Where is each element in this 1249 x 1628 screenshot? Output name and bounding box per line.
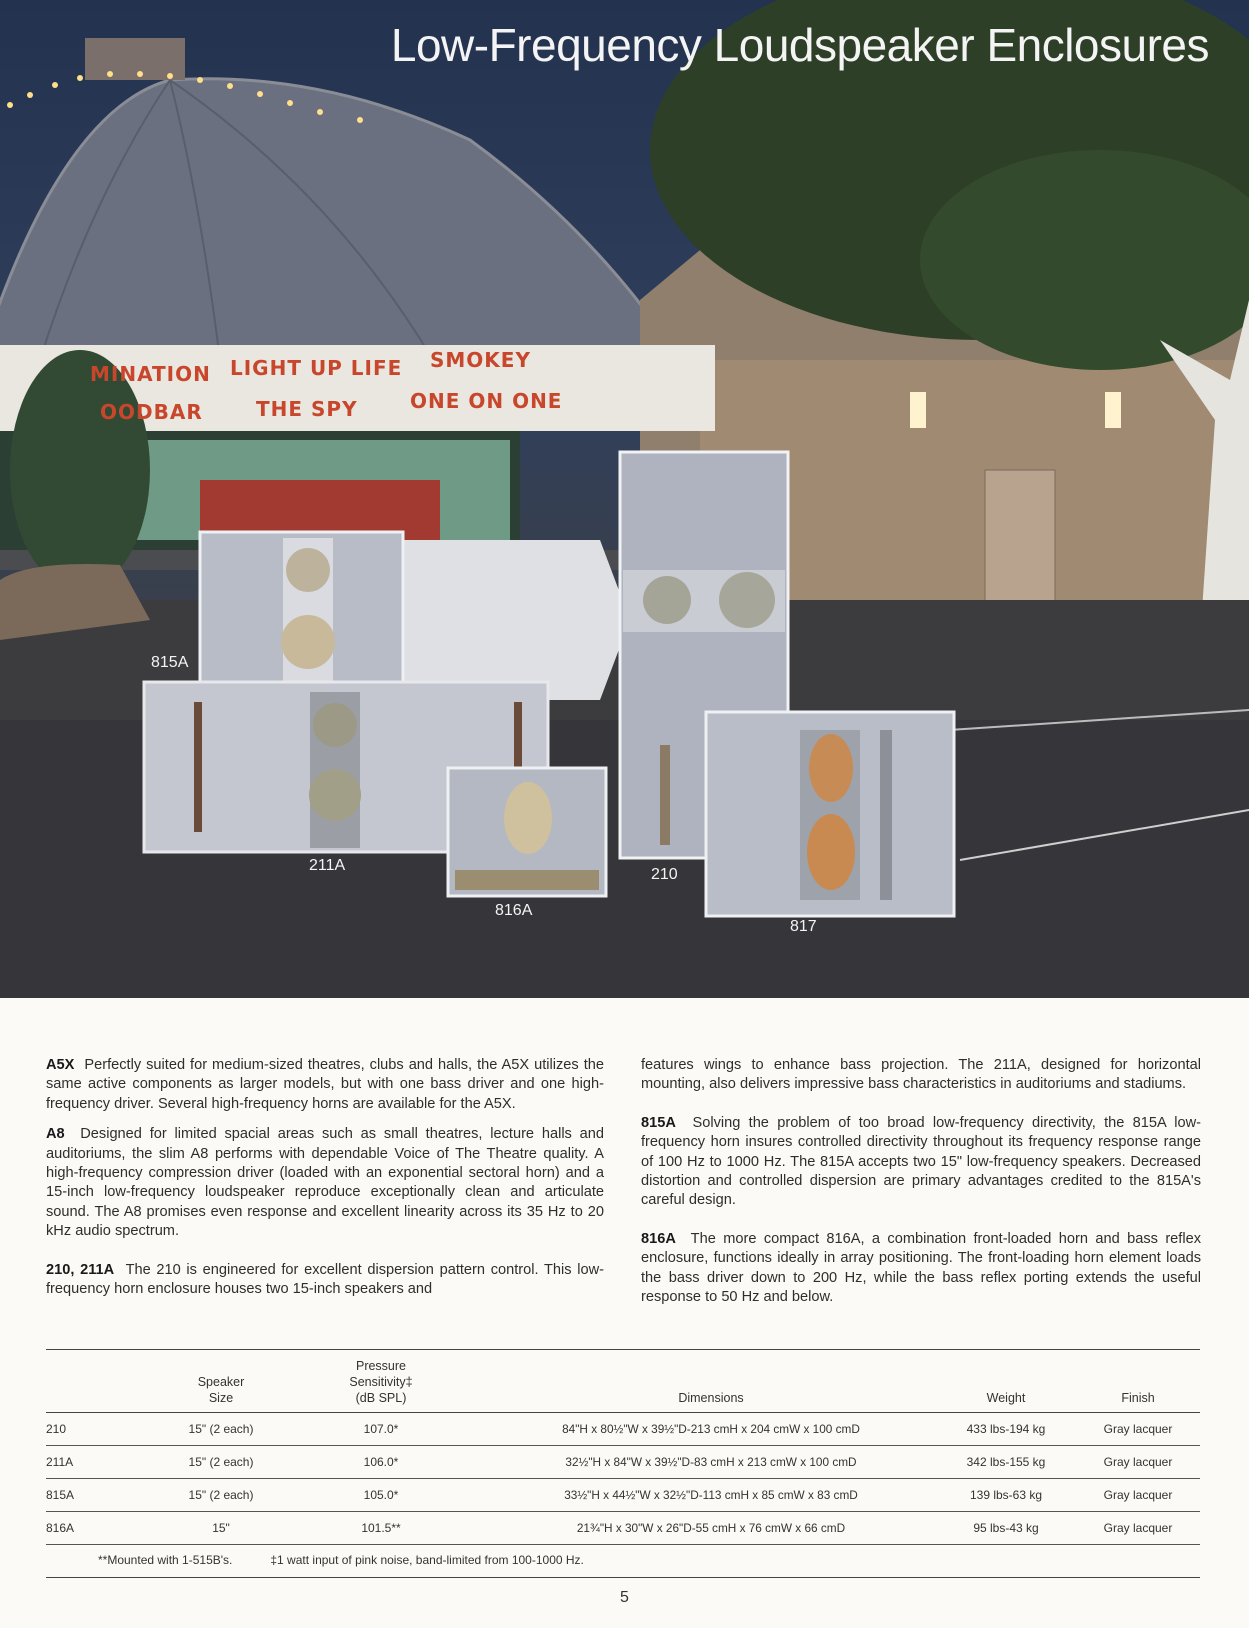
cell-finish: Gray lacquer bbox=[1076, 1413, 1200, 1446]
cell-finish: Gray lacquer bbox=[1076, 1479, 1200, 1512]
page-title: Low-Frequency Loudspeaker Enclosures bbox=[390, 19, 1209, 71]
cell-size: 15" (2 each) bbox=[166, 1479, 276, 1512]
paragraph-816a bbox=[641, 1230, 1201, 1308]
label-211a: 211A bbox=[309, 857, 346, 874]
paragraph-continued bbox=[641, 1056, 1201, 1095]
cell-size: 15" (2 each) bbox=[166, 1446, 276, 1479]
marquee-text: OODBAR bbox=[100, 400, 203, 424]
paragraph-text: Designed for limited spacial areas such as small theatres, lecture halls and auditoriums, the slim A8 performs with dependable Voice of The Theatre quality. A high-frequency compression driver (loaded with an exponential sectoral horn) and a 15-inch low-frequency loudspeaker reproduce exceptionally clean and articulate sound. The A8 promises even response and excellent linearity across its 35 Hz to 20 kHz audio spectrum. bbox=[46, 1126, 604, 1240]
paragraph-text: The 210 is engineered for excellent dispersion pattern control. This low-frequency horn enclosure houses two 15-inch speakers and bbox=[46, 1261, 605, 1298]
label-817: 817 bbox=[790, 918, 817, 935]
header-text: Size bbox=[208, 1391, 234, 1405]
model-heading: A5X bbox=[46, 1057, 75, 1073]
speaker-817 bbox=[706, 712, 954, 916]
cell-model: 815A bbox=[46, 1479, 166, 1512]
header-sensitivity bbox=[276, 1350, 486, 1413]
cell-weight: 433 lbs-194 kg bbox=[936, 1413, 1076, 1446]
cell-sensitivity: 107.0* bbox=[276, 1413, 486, 1446]
cell-sensitivity: 106.0* bbox=[276, 1446, 486, 1479]
cell-size: 15" bbox=[166, 1512, 276, 1545]
marquee-text: ONE ON ONE bbox=[410, 389, 563, 413]
cell-dimensions: 84"H x 80½"W x 39½"D-213 cmH x 204 cmW x 100 cmD bbox=[486, 1413, 936, 1446]
cell-weight: 95 lbs-43 kg bbox=[936, 1512, 1076, 1545]
footnote-pink-noise: ‡1 watt input of pink noise, band-limited from 100-1000 Hz. bbox=[270, 1553, 584, 1567]
paragraph-text: The more compact 816A, a combination front-loaded horn and bass reflex enclosure, functions ideally in array positioning. The front-loading horn element loads the bass driver down to 200 Hz, while the bass reflex porting extends the useful response to 50 Hz and below. bbox=[641, 1230, 1202, 1306]
cell-size: 15" (2 each) bbox=[166, 1413, 276, 1446]
speaker-815a bbox=[200, 532, 403, 688]
header-dimensions: Dimensions bbox=[486, 1350, 936, 1413]
cell-dimensions: 32½"H x 84"W x 39½"D-83 cmH x 213 cmW x 100 cmD bbox=[486, 1446, 936, 1479]
cell-sensitivity: 101.5** bbox=[276, 1512, 486, 1545]
header-speaker-size bbox=[166, 1350, 276, 1413]
table-row bbox=[46, 1512, 1200, 1545]
table-footnotes bbox=[46, 1545, 1200, 1578]
marquee-text: THE SPY bbox=[256, 397, 358, 421]
paragraph-text: Solving the problem of too broad low-frequency directivity, the 815A low-frequency horn insures controlled directivity throughout its frequency response range of 100 Hz to 1000 Hz. The 815A accepts two 15" low-frequency speakers. Decreased distortion and controlled dispersion are primary advantages credited to the 815A's careful design. bbox=[641, 1114, 1202, 1209]
cell-model: 816A bbox=[46, 1512, 166, 1545]
table-row bbox=[46, 1479, 1200, 1512]
cell-sensitivity: 105.0* bbox=[276, 1479, 486, 1512]
model-heading: 816A bbox=[641, 1230, 676, 1247]
model-heading: A8 bbox=[46, 1126, 65, 1143]
cell-finish: Gray lacquer bbox=[1076, 1446, 1200, 1479]
cell-weight: 139 lbs-63 kg bbox=[936, 1479, 1076, 1512]
header-text: Speaker bbox=[197, 1375, 245, 1389]
table-row bbox=[46, 1413, 1200, 1446]
paragraph-815a bbox=[641, 1114, 1201, 1211]
label-815a: 815A bbox=[151, 654, 189, 671]
cell-dimensions: 21¾"H x 30"W x 26"D-55 cmH x 76 cmW x 66 cmD bbox=[486, 1512, 936, 1545]
cell-finish: Gray lacquer bbox=[1076, 1512, 1200, 1545]
cell-model: 211A bbox=[46, 1446, 166, 1479]
model-heading: 210, 211A bbox=[46, 1261, 115, 1278]
cell-dimensions: 33½"H x 44½"W x 32½"D-113 cmH x 85 cmW x 83 cmD bbox=[486, 1479, 936, 1512]
marquee-text: LIGHT UP LIFE bbox=[230, 356, 403, 380]
header-text: (dB SPL) bbox=[355, 1391, 407, 1405]
left-column bbox=[46, 1056, 604, 1310]
speaker-816a bbox=[448, 768, 606, 896]
spec-table bbox=[46, 1349, 1200, 1578]
footnote-mounted: **Mounted with 1-515B's. bbox=[98, 1553, 233, 1567]
header-finish: Finish bbox=[1076, 1350, 1200, 1413]
paragraph-text: Perfectly suited for medium-sized theatres, clubs and halls, the A5X utilizes the same active components as larger models, but with one bass driver and one high-frequency driver. Several high-frequency horns are available for the A5X. bbox=[46, 1057, 604, 1112]
table-header-row bbox=[46, 1350, 1200, 1413]
paragraph-a8 bbox=[46, 1125, 604, 1241]
header-text: Sensitivity‡ bbox=[349, 1375, 413, 1389]
label-210: 210 bbox=[651, 866, 678, 883]
cell-weight: 342 lbs-155 kg bbox=[936, 1446, 1076, 1479]
marquee-text: MINATION bbox=[90, 362, 211, 386]
model-heading: 815A bbox=[641, 1114, 676, 1131]
label-816a: 816A bbox=[495, 902, 533, 919]
header-weight: Weight bbox=[936, 1350, 1076, 1413]
paragraph-210-211a bbox=[46, 1261, 604, 1300]
paragraph-a5x bbox=[46, 1056, 604, 1114]
header-model bbox=[46, 1350, 166, 1413]
right-column bbox=[641, 1056, 1201, 1318]
paragraph-text: features wings to enhance bass projection. The 211A, designed for horizontal mounting, also delivers impressive bass characteristics in auditoriums and stadiums. bbox=[641, 1057, 1201, 1093]
table-row bbox=[46, 1446, 1200, 1479]
header-text: Pressure bbox=[355, 1359, 407, 1373]
page-number: 5 bbox=[620, 1589, 629, 1606]
cell-model: 210 bbox=[46, 1413, 166, 1446]
marquee-text: SMOKEY bbox=[430, 348, 531, 372]
